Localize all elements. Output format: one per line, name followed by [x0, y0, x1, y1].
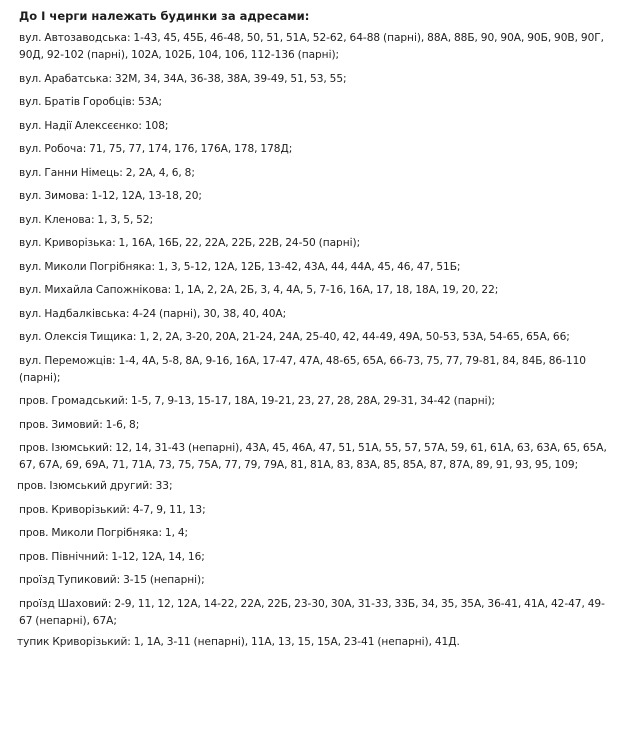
address-item: вул. Ганни Німець: 2, 2А, 4, 6, 8;: [19, 166, 195, 179]
address-item: пров. Миколи Погрібняка: 1, 4;: [19, 527, 189, 539]
page-title: До І черги належать будинки за адресами:: [19, 9, 310, 23]
address-item: вул. Надбалківська: 4-24 (парні), 30, 38, 40, 40А;: [19, 307, 287, 320]
address-item: проїзд Тупиковий: 3-15 (непарні);: [19, 574, 205, 586]
address-item: вул. Миколи Погрібняка: 1, 3, 5-12, 12А, 12Б, 13-42, 43А, 44, 44А, 45, 46, 47, 51Б;: [19, 260, 461, 273]
address-item: вул. Переможців: 1-4, 4А, 5-8, 8А, 9-16, 16А, 17-47, 47А, 48-65, 65А, 66-73, 75, 77, 79-81, 84, 84Б, 86-110 (парні);: [19, 354, 586, 384]
address-item: вул. Криворізька: 1, 16А, 16Б, 22, 22А, 22Б, 22В, 24-50 (парні);: [19, 237, 361, 249]
address-item: пров. Ізюмський: 12, 14, 31-43 (непарні), 43А, 45, 46А, 47, 51, 51А, 55, 57, 57А, 59, 61, 61А, 63, 63А, 65, 65А, 67, 67А, 69, 69А, 71, 71А, 73, 75, 75А, 77, 79, 79А, 81, 81А, 83, 83А, 85, 85А, 87, 87А, 89, 91, 93, 95, 109;: [19, 442, 607, 471]
address-item: вул. Автозаводська: 1-43, 45, 45Б, 46-48, 50, 51, 51А, 52-62, 64-88 (парні), 88А, 88Б, 90, 90А, 90Б, 90В, 90Г, 90Д, 92-102 (парні), 102А, 102Б, 104, 106, 112-136 (парні);: [19, 32, 604, 61]
address-item: пров. Північний: 1-12, 12А, 14, 16;: [19, 550, 205, 563]
address-item: вул. Михайла Сапожнікова: 1, 1А, 2, 2А, 2Б, 3, 4, 4А, 5, 7-16, 16А, 17, 18, 18А, 19, 20, 22;: [19, 284, 499, 296]
address-item: проїзд Шаховий: 2-9, 11, 12, 12А, 14-22, 22А, 22Б, 23-30, 30А, 31-33, 33Б, 34, 35, 35А, 36-41, 41А, 42-47, 49-67 (непарні), 67А;: [19, 597, 605, 627]
address-item: пров. Зимовий: 1-6, 8;: [19, 418, 140, 431]
address-item: пров. Криворізький: 4-7, 9, 11, 13;: [19, 503, 206, 516]
address-item: вул. Олексія Тищика: 1, 2, 2А, 3-20, 20А, 21-24, 24А, 25-40, 42, 44-49, 49А, 50-53, 53А, 54-65, 65А, 66;: [19, 331, 570, 343]
address-item: вул. Братів Горобців: 53А;: [19, 96, 163, 108]
address-item: вул. Кленова: 1, 3, 5, 52;: [19, 213, 154, 226]
address-item: тупик Криворізький: 1, 1А, 3-11 (непарні), 11А, 13, 15, 15А, 23-41 (непарні), 41Д.: [17, 635, 460, 648]
address-item: вул. Надії Алексєєнко: 108;: [19, 119, 169, 132]
address-item: вул. Зимова: 1-12, 12А, 13-18, 20;: [19, 190, 202, 202]
address-item: пров. Громадський: 1-5, 7, 9-13, 15-17, 18А, 19-21, 23, 27, 28, 28А, 29-31, 34-42 (парні);: [19, 395, 496, 407]
address-item: вул. Арабатська: 32М, 34, 34А, 36-38, 38А, 39-49, 51, 53, 55;: [19, 72, 347, 85]
address-item: вул. Робоча: 71, 75, 77, 174, 176, 176А, 178, 178Д;: [19, 143, 293, 155]
address-item: пров. Ізюмський другий: 33;: [17, 480, 173, 492]
